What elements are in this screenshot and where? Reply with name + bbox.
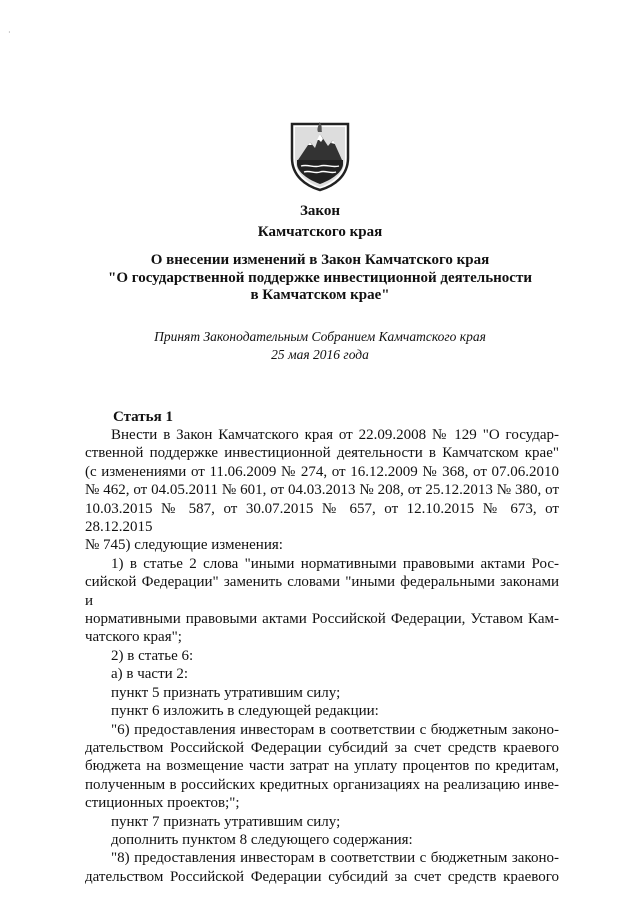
adoption-date: 25 мая 2016 года: [271, 347, 369, 362]
text-line: бюджета на возмещение части затрат на уплату процентов по кредитам,: [85, 758, 559, 775]
text-line: № 745) следующие изменения:: [85, 537, 283, 554]
law-subtitle: [0, 252, 640, 305]
kamchatka-coat-of-arms-icon: [288, 120, 352, 192]
law-region: Камчатского края: [257, 224, 383, 240]
text-line: пункт 7 признать утратившим силу;: [111, 813, 341, 830]
text-line: 1) в статье 2 слова "иными нормативными правовыми актами Рос-: [111, 555, 559, 572]
text-line: № 462, от 04.05.2011 № 601, от 04.03.2013 № 208, от 25.12.2013 № 380, от: [85, 482, 559, 499]
text-line: Внести в Закон Камчатского края от 22.09.2008 № 129 "О государ-: [111, 427, 559, 443]
text-line: пункт 5 признать утратившим силу;: [111, 684, 341, 701]
text-line: 2) в статье 6:: [111, 647, 194, 664]
text-line: нормативными правовыми актами Российской Федерации, Уставом Кам-: [85, 611, 559, 628]
text-line: чатского края";: [85, 629, 182, 646]
text-line: полученным в российских кредитных организациях на реализацию инве-: [85, 776, 559, 793]
adoption-note: [0, 328, 640, 364]
text-line: дополнить пунктом 8 следующего содержания:: [111, 831, 413, 848]
article-body: [85, 426, 559, 886]
text-line: "8) предоставления инвесторам в соответствии с бюджетным законо-: [111, 850, 559, 867]
text-line: пункт 6 изложить в следующей редакции:: [111, 703, 379, 720]
text-line: дательством Российской Федерации субсидий за счет средств краевого: [85, 868, 559, 885]
text-line: сийской Федерации" заменить словами "иными федеральными законами и: [85, 574, 559, 609]
subtitle-line: в Камчатском крае": [250, 287, 390, 303]
text-line: стиционных проектов;";: [85, 795, 240, 812]
scan-mark: ·: [8, 28, 11, 37]
text-line: дательством Российской Федерации субсидий за счет средств краевого: [85, 739, 559, 756]
subtitle-line: О внесении изменений в Закон Камчатского края: [150, 252, 490, 268]
text-line: ственной поддержке инвестиционной деятельности в Камчатском крае": [85, 445, 559, 462]
text-line: "6) предоставления инвесторам в соответствии с бюджетным законо-: [111, 721, 559, 738]
text-line: а) в части 2:: [111, 666, 189, 683]
subtitle-line: "О государственной поддержке инвестиционной деятельности: [108, 269, 532, 286]
text-line: (с изменениями от 11.06.2009 № 274, от 16.12.2009 № 368, от 07.06.2010: [85, 463, 559, 480]
law-title: Закон: [299, 203, 340, 219]
adoption-line: Принят Законодательным Собранием Камчатского края: [154, 329, 486, 344]
text-line: 10.03.2015 № 587, от 30.07.2015 № 657, от 12.10.2015 № 673, от 28.12.2015: [85, 500, 559, 536]
article-heading: Статья 1: [113, 409, 173, 425]
